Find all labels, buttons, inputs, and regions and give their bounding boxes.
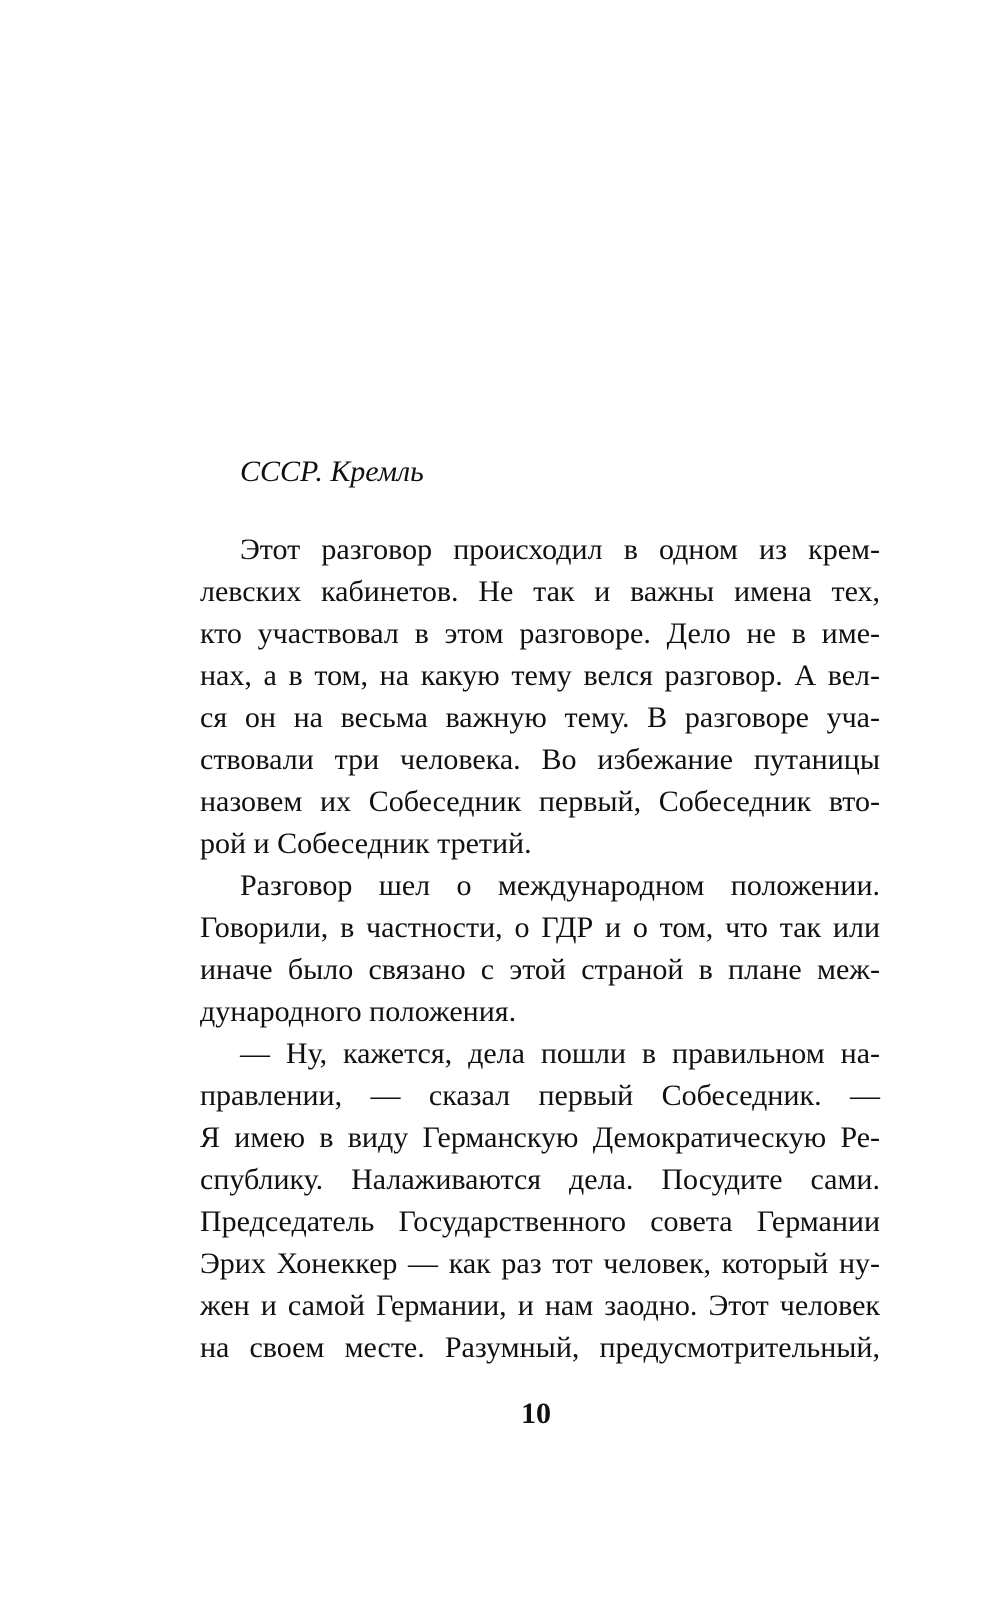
text-line: Говорили, в частности, о ГДР и о том, что так или bbox=[200, 911, 880, 944]
section-heading: СССР. Кремль bbox=[240, 455, 424, 488]
text-line: ся он на весьма важную тему. В разговоре уча- bbox=[200, 701, 880, 734]
text-line: назовем их Собеседник первый, Собеседник вто- bbox=[200, 785, 880, 818]
text-line: Этот разговор происходил в одном из крем- bbox=[240, 533, 880, 566]
text-line: кто участвовал в этом разговоре. Дело не в име- bbox=[200, 617, 880, 650]
text-line: Председатель Государственного совета Германии bbox=[200, 1205, 880, 1238]
text-line: Разговор шел о международном положении. bbox=[240, 869, 880, 902]
body-text bbox=[200, 529, 880, 1369]
page-number: 10 bbox=[521, 1397, 551, 1430]
text-line: Эрих Хонеккер — как раз тот человек, который ну- bbox=[200, 1247, 880, 1280]
text-line: левских кабинетов. Не так и важны имена тех, bbox=[200, 575, 880, 608]
text-line: рой и Собеседник третий. bbox=[200, 827, 532, 860]
text-line: нах, а в том, на какую тему велся разговор. А вел- bbox=[200, 659, 880, 692]
text-line: — Ну, кажется, дела пошли в правильном на- bbox=[240, 1037, 880, 1070]
text-line: дународного положения. bbox=[200, 995, 517, 1028]
text-line: жен и самой Германии, и нам заодно. Этот человек bbox=[200, 1289, 880, 1322]
text-line: на своем месте. Разумный, предусмотрительный, bbox=[200, 1331, 880, 1364]
text-line: Я имею в виду Германскую Демократическую Ре- bbox=[200, 1121, 880, 1154]
text-line: правлении, — сказал первый Собеседник. — bbox=[200, 1079, 880, 1112]
text-line: спублику. Налаживаются дела. Посудите сами. bbox=[200, 1163, 880, 1196]
text-line: ствовали три человека. Во избежание путаницы bbox=[200, 743, 880, 776]
text-line: иначе было связано с этой страной в плане меж- bbox=[200, 953, 880, 986]
